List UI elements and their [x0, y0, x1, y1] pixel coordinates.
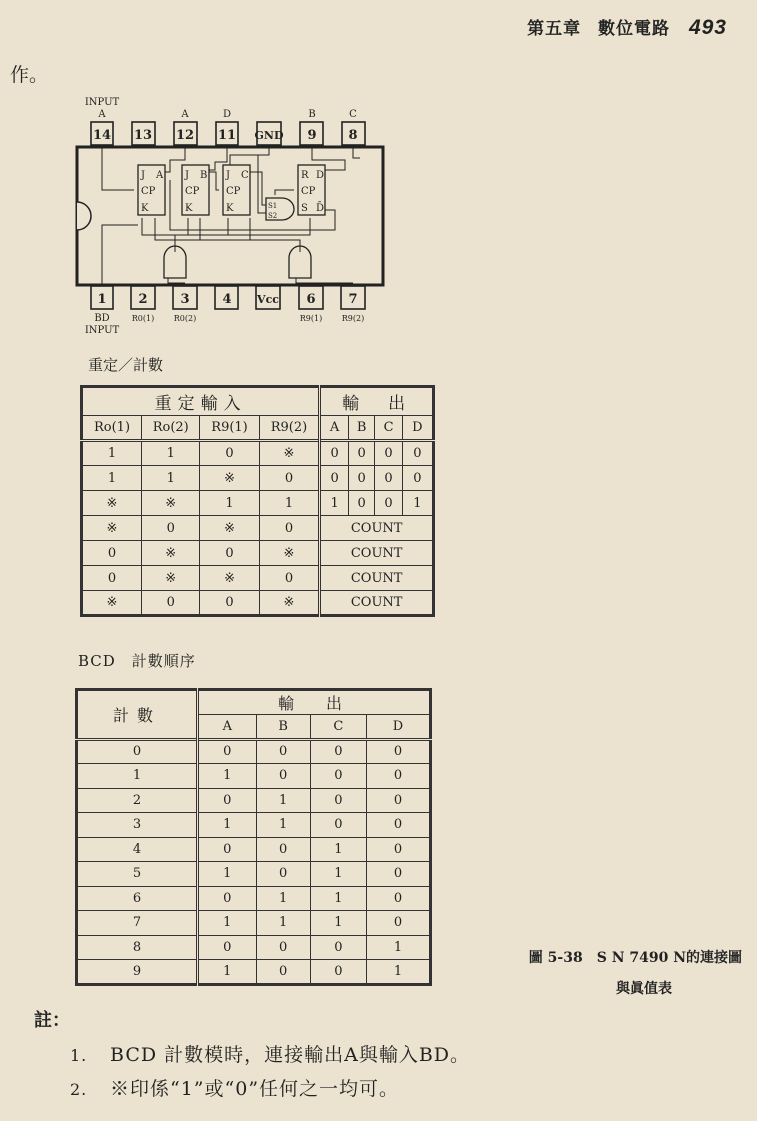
table-cell: 0	[310, 960, 366, 985]
table-row	[82, 516, 434, 541]
table-cell: 1	[82, 466, 142, 491]
pin-1-label: BD	[94, 313, 110, 324]
table-cell: 0	[348, 491, 374, 516]
table-cell: 0	[259, 566, 320, 591]
table-row	[77, 764, 431, 789]
table-cell: 0	[77, 739, 198, 764]
col-header: B	[256, 715, 310, 740]
pin-11-label: D	[222, 109, 232, 120]
ff-d-qbar: D̄	[316, 203, 325, 214]
chapter-title: 數位電路	[598, 19, 671, 39]
table-cell: 0	[348, 441, 374, 466]
table-cell: 1	[198, 911, 257, 936]
col-header: Ro(1)	[82, 416, 142, 441]
table-cell: 1	[256, 788, 310, 813]
and-s2: S2	[268, 212, 278, 220]
pin-14-label: INPUT	[84, 97, 120, 108]
ff-c-q: C	[241, 170, 249, 181]
table-cell: 4	[77, 837, 198, 862]
pin-6-label: R9(1)	[299, 314, 323, 323]
ff-a-k: K	[141, 203, 149, 214]
pin-2: 2	[138, 292, 148, 307]
table-cell: 1	[320, 491, 349, 516]
note-text: BCD 計數模時，連接輸出A與輸入BD。	[110, 1044, 471, 1066]
table-cell: 0	[310, 764, 366, 789]
reset-count-table	[80, 385, 435, 617]
col-header: D	[367, 715, 431, 740]
chip-notch	[77, 202, 91, 230]
table-cell: 3	[77, 813, 198, 838]
table-cell: 8	[77, 935, 198, 960]
table-cell: 0	[142, 516, 200, 541]
pin-12: 12	[175, 128, 195, 143]
pin-6: 6	[306, 292, 316, 307]
table-cell: 1	[367, 935, 431, 960]
table-cell: 0	[367, 837, 431, 862]
table-cell: 0	[367, 886, 431, 911]
ff-c-cp: CP	[226, 186, 241, 197]
table-row	[77, 788, 431, 813]
table-row	[82, 541, 434, 566]
table-cell: 1	[142, 441, 200, 466]
table-cell: ※	[142, 566, 200, 591]
notes-title: 註：	[34, 1010, 70, 1031]
table-cell: 0	[259, 466, 320, 491]
pin-12-label: A	[181, 109, 189, 120]
chip-body	[77, 147, 383, 285]
col-header: C	[375, 416, 402, 441]
pin-3: 3	[180, 292, 190, 307]
table-cell: COUNT	[320, 516, 434, 541]
table-cell: 1	[198, 813, 257, 838]
table-cell: 1	[77, 764, 198, 789]
table-cell: 0	[375, 491, 402, 516]
table-cell: 0	[367, 911, 431, 936]
pin-11: 11	[217, 128, 237, 143]
table-row	[77, 837, 431, 862]
table-cell: COUNT	[320, 566, 434, 591]
table-row	[77, 862, 431, 887]
output-header: 輸 出	[198, 690, 431, 715]
ff-a-j: J	[141, 170, 146, 181]
table-cell: 1	[198, 862, 257, 887]
table-cell: 1	[310, 837, 366, 862]
continuation-text: 作。	[10, 64, 49, 86]
pin-1: 1	[97, 292, 107, 307]
pin-gnd: GND	[254, 129, 284, 142]
pin-2-label: R0(1)	[131, 314, 155, 323]
table-cell: 0	[320, 441, 349, 466]
table-cell: ※	[200, 516, 259, 541]
ff-c-k: K	[226, 203, 234, 214]
table-cell: 7	[77, 911, 198, 936]
table-cell: 1	[310, 911, 366, 936]
table-cell: ※	[142, 541, 200, 566]
table-cell: COUNT	[320, 541, 434, 566]
table-cell: ※	[82, 591, 142, 616]
caption-line1: 圖 5-38 S N 7490 N的連接圖	[528, 950, 742, 966]
table-row	[77, 739, 431, 764]
table-cell: 9	[77, 960, 198, 985]
reset-count-title: 重定／計數	[88, 356, 164, 374]
sn7490-pin-diagram	[60, 90, 420, 340]
and-s1: S1	[268, 202, 278, 210]
table-cell: 0	[256, 837, 310, 862]
table-cell: 1	[259, 491, 320, 516]
table-cell: 0	[367, 739, 431, 764]
pin-vcc: Vcc	[257, 293, 279, 306]
table-cell: 0	[310, 739, 366, 764]
chapter-label: 第五章	[527, 19, 582, 39]
note-text: ※印係“1”或“0”任何之一均可。	[110, 1078, 400, 1100]
pin-7: 7	[348, 292, 358, 307]
table-cell: 0	[256, 862, 310, 887]
table-cell: 0	[82, 541, 142, 566]
ff-b-cp: CP	[185, 186, 200, 197]
table-cell: ※	[200, 466, 259, 491]
table-cell: 0	[367, 764, 431, 789]
table-cell: 0	[259, 516, 320, 541]
table-cell: 0	[367, 788, 431, 813]
pin-3-label: R0(2)	[173, 314, 197, 323]
outputs-header: 輸 出	[320, 387, 434, 416]
table-cell: 5	[77, 862, 198, 887]
table-cell: 1	[142, 466, 200, 491]
table-cell: 0	[200, 591, 259, 616]
table-cell: ※	[259, 591, 320, 616]
table-cell: 0	[310, 813, 366, 838]
table-cell: ※	[82, 516, 142, 541]
col-header: C	[310, 715, 366, 740]
table-cell: ※	[259, 541, 320, 566]
table-cell: 1	[402, 491, 433, 516]
pin-8: 8	[348, 128, 358, 143]
table-row	[77, 886, 431, 911]
table-cell: 0	[200, 541, 259, 566]
caption-line2: 與眞值表	[616, 981, 672, 997]
reset-table-body	[82, 441, 434, 616]
note-number: 1.	[70, 1046, 88, 1065]
table-row	[82, 466, 434, 491]
table-cell: 0	[402, 466, 433, 491]
pin-4: 4	[222, 292, 232, 307]
table-cell: 0	[198, 788, 257, 813]
count-header: 計數	[77, 690, 198, 740]
table-cell: 0	[256, 764, 310, 789]
table-cell: COUNT	[320, 591, 434, 616]
col-header: A	[320, 416, 349, 441]
ff-d-q: D	[316, 170, 325, 181]
table-cell: 1	[256, 911, 310, 936]
table-cell: 0	[198, 886, 257, 911]
table-cell: 1	[256, 813, 310, 838]
table-row	[82, 491, 434, 516]
table-cell: 1	[198, 960, 257, 985]
page-number: 493	[688, 16, 727, 39]
ff-b-j: J	[185, 170, 190, 181]
table-cell: 0	[198, 935, 257, 960]
pin-9-label: B	[308, 109, 316, 120]
table-row	[77, 935, 431, 960]
pin-7-label: R9(2)	[341, 314, 365, 323]
running-header	[527, 14, 727, 40]
table-cell: 1	[256, 886, 310, 911]
col-header: A	[198, 715, 257, 740]
table-cell: 0	[198, 837, 257, 862]
ff-d-cp: CP	[301, 186, 316, 197]
table-cell: 0	[256, 739, 310, 764]
table-row	[77, 911, 431, 936]
pin-1-sublabel: INPUT	[84, 325, 120, 336]
pin-14: 14	[92, 128, 112, 143]
pin-9: 9	[307, 128, 317, 143]
table-cell: 0	[256, 960, 310, 985]
pin-8-label: C	[349, 109, 357, 120]
table-cell: 2	[77, 788, 198, 813]
ff-a-cp: CP	[141, 186, 156, 197]
ff-b-q: B	[200, 170, 208, 181]
col-header: B	[348, 416, 374, 441]
table-cell: 0	[375, 466, 402, 491]
ff-d-r: R	[301, 170, 309, 181]
figure-caption	[484, 943, 742, 1005]
table-cell: 1	[82, 441, 142, 466]
table-cell: 0	[198, 739, 257, 764]
table-cell: 0	[256, 935, 310, 960]
table-cell: ※	[259, 441, 320, 466]
table-cell: 0	[142, 591, 200, 616]
table-cell: 0	[320, 466, 349, 491]
note-number: 2.	[70, 1080, 88, 1099]
table-cell: 6	[77, 886, 198, 911]
table-cell: 0	[200, 441, 259, 466]
table-cell: 1	[310, 886, 366, 911]
table-cell: 1	[200, 491, 259, 516]
note-item	[70, 1040, 470, 1067]
table-cell: 0	[310, 788, 366, 813]
bcd-table-body	[77, 739, 431, 984]
reset-inputs-header: 重定輸入	[82, 387, 320, 416]
table-row	[82, 591, 434, 616]
table-cell: 1	[367, 960, 431, 985]
ff-c-j: J	[226, 170, 231, 181]
table-cell: 0	[348, 466, 374, 491]
table-cell: 0	[375, 441, 402, 466]
table-row	[82, 441, 434, 466]
note-item	[70, 1074, 399, 1101]
col-header: Ro(2)	[142, 416, 200, 441]
table-cell: ※	[200, 566, 259, 591]
table-cell: 0	[367, 862, 431, 887]
table-row	[77, 960, 431, 985]
table-row	[77, 813, 431, 838]
table-cell: 0	[310, 935, 366, 960]
table-cell: 0	[82, 566, 142, 591]
pin-14-sublabel: A	[98, 109, 106, 120]
table-cell: ※	[82, 491, 142, 516]
table-cell: ※	[142, 491, 200, 516]
pin-13: 13	[133, 128, 153, 143]
table-cell: 1	[198, 764, 257, 789]
col-header: D	[402, 416, 433, 441]
bcd-count-table	[75, 688, 432, 986]
table-cell: 0	[367, 813, 431, 838]
bcd-sequence-title: BCD 計數順序	[78, 652, 196, 670]
ff-d-s: S	[301, 203, 308, 214]
table-cell: 1	[310, 862, 366, 887]
ff-a-q: A	[156, 170, 164, 181]
col-header: R9(1)	[200, 416, 259, 441]
col-header: R9(2)	[259, 416, 320, 441]
table-row	[82, 566, 434, 591]
ff-b-k: K	[185, 203, 193, 214]
table-cell: 0	[402, 441, 433, 466]
